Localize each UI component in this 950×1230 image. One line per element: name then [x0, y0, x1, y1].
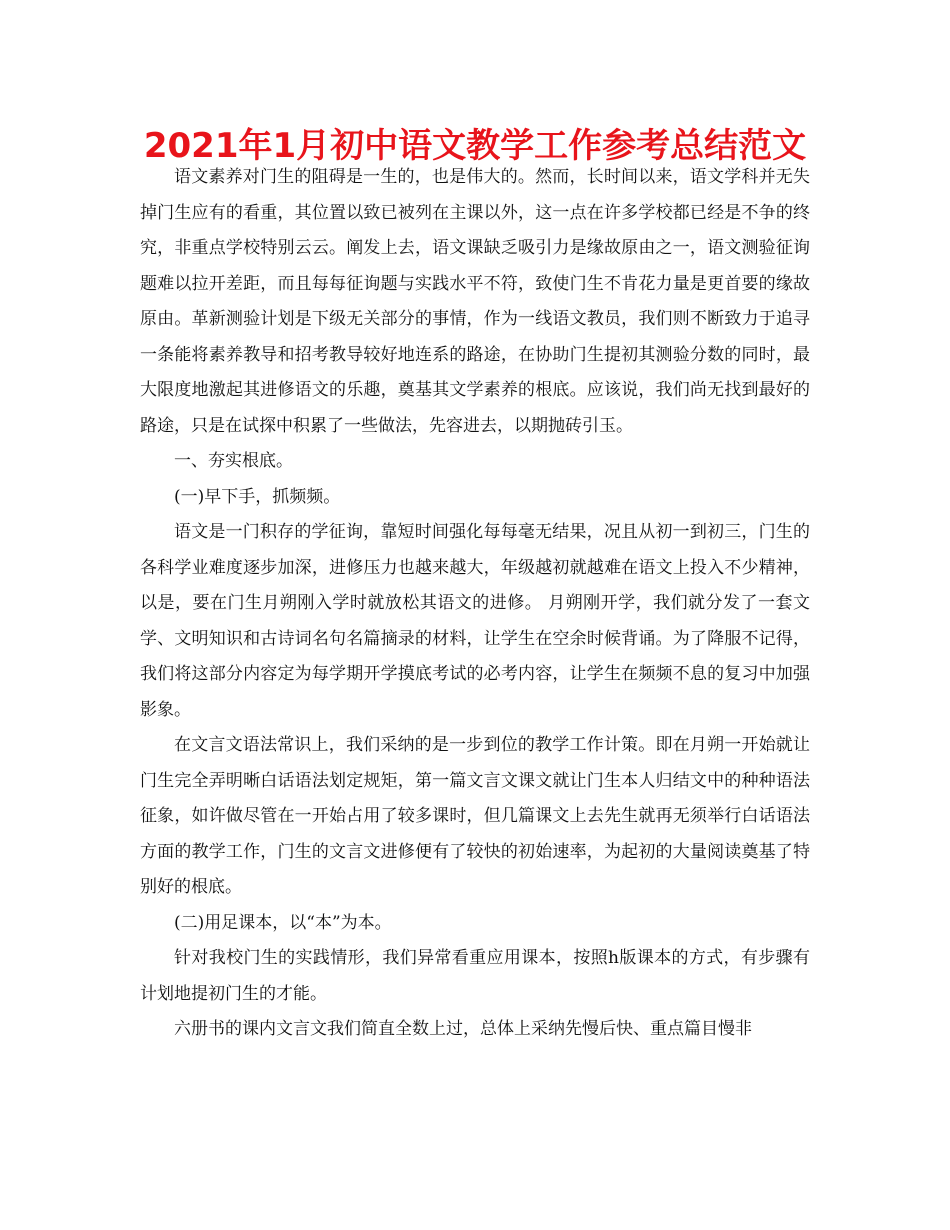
document-body [140, 160, 810, 1048]
document-title: 2021年1月初中语文教学工作参考总结范文 [143, 126, 807, 166]
heading-subsection-1: (一)早下手，抓频频。 [174, 486, 341, 507]
paragraph-textbook: 针对我校门生的实践情形，我们异常看重应用课本，按照h版课本的方式，有步骤有计划地提初门生的才能。 [140, 948, 810, 1004]
paragraph-intro: 语文素养对门生的阻碍是一生的，也是伟大的。然而，长时间以来，语文学科并无失掉门生应有的看重，其位置以致已被列在主课以外，这一点在许多学校都已经是不争的终究，非重点学校特别云云。阐发上去，语文课缺乏吸引力是缘故原由之一，语文测验征询题难以拉开差距，而且每每征询题与实践水平不符，致使门生不肯花力量是更首要的缘故原由。革新测验计划是下级无关部分的事情，作为一线语文教员，我们则不断致力于追寻一条能将素养教导和招考教导较好地连系的路途，在协助门生提初其测验分数的同时，最大限度地激起其进修语文的乐趣，奠基其文学素养的根底。应该说，我们尚无找到最好的路途，只是在试探中积累了一些做法，先容进去，以期抛砖引玉。 [140, 167, 810, 436]
heading-subsection-2: (二)用足课本，以“本”为本。 [174, 912, 392, 933]
paragraph-classical-texts: 六册书的课内文言文我们简直全数上过，总体上采纳先慢后快、重点篇目慢非 [174, 1019, 752, 1039]
paragraph-grammar: 在文言文语法常识上，我们采纳的是一步到位的教学工作计策。即在月朔一开始就让门生完全弄明晰白话语法划定规矩，第一篇文言文课文就让门生本人归结文中的种种语法征象，如许做尽管在一开始占用了较多课时，但几篇课文上去先生就再无须举行白话语法方面的教学工作，门生的文言文进修便有了较快的初始速率，为起初的大量阅读奠基了特别好的根底。 [140, 735, 810, 897]
paragraph-accumulation: 语文是一门积存的学征询，靠短时间强化每每毫无结果，况且从初一到初三，门生的各科学业难度逐步加深，进修压力也越来越大，年级越初就越难在语文上投入不少精神，以是，要在门生月朔刚入学时就放松其语文的进修。 月朔刚开学，我们就分发了一套文学、文明知识和古诗词名句名篇摘录的材料，让学生在空余时候背诵。为了降服不记得，我们将这部分内容定为每学期开学摸底考试的必考内容，让学生在频频不息的复习中加强影象。 [140, 522, 810, 720]
heading-section-1: 一、夯实根底。 [174, 451, 293, 471]
